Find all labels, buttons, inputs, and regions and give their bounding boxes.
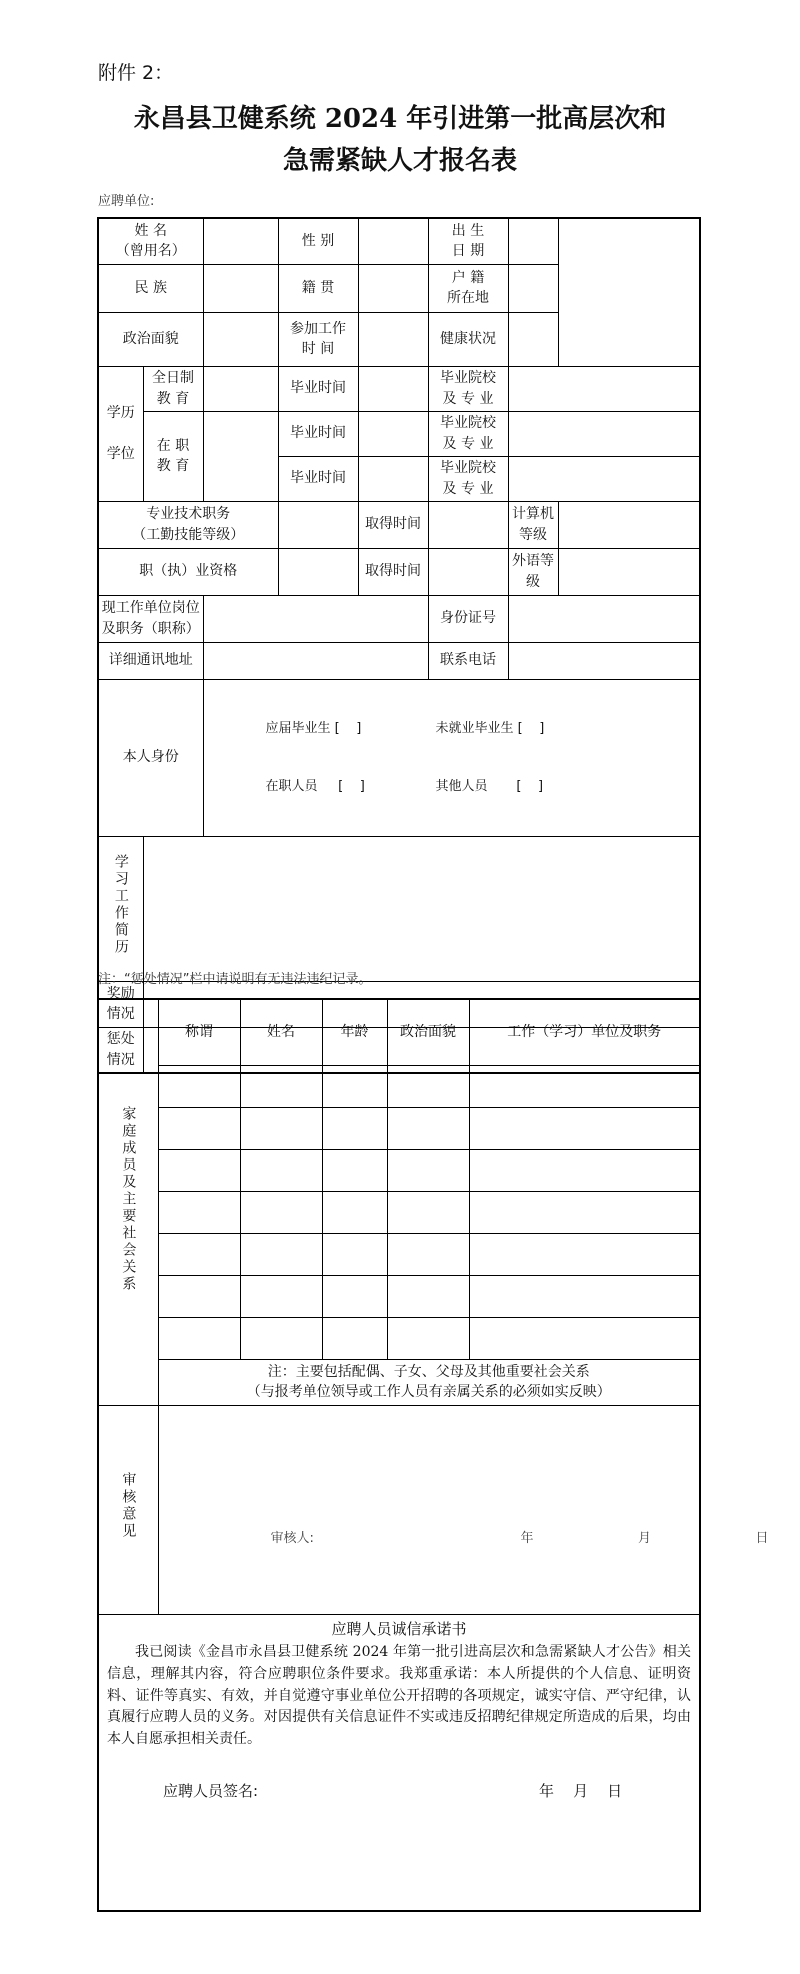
field-hukou[interactable]	[508, 264, 558, 312]
label-phone: 联系电话	[428, 642, 508, 679]
family-row	[98, 1107, 700, 1149]
label-grad-school: 毕业院校 及 专 业	[428, 366, 508, 411]
label-qualification: 职（执）业资格	[98, 548, 278, 595]
family-cell[interactable]	[322, 1149, 387, 1191]
family-cell[interactable]	[469, 1065, 700, 1107]
field-birth[interactable]	[508, 218, 558, 264]
pledge-body: 我已阅读《金昌市永昌县卫健系统 2024 年第一批引进高层次和急需紧缺人才公告》相关信息，理解其内容，符合应聘职位条件要求。我郑重承诺：本人所提供的个人信息、证明资料、证件等真实、有效，并自觉遵守事业单位公开招聘的各项规定，诚实守信、严守纪律，认真履行应聘人员的义务。对因提供有关信息证件不实或违反招聘纪律规定所造成的后果，均由本人自愿承担相关责任。	[107, 1644, 691, 1747]
family-cell[interactable]	[469, 1107, 700, 1149]
pledge-title: 应聘人员诚信承诺书	[331, 1619, 467, 1638]
family-cell[interactable]	[469, 1149, 700, 1191]
identity-unemployed-grad[interactable]: 未就业毕业生 [ ]	[435, 720, 545, 736]
family-cell[interactable]	[158, 1275, 240, 1317]
family-cell[interactable]	[158, 1149, 240, 1191]
label-health: 健康状况	[428, 312, 508, 366]
family-header-name: 姓名	[240, 999, 322, 1065]
family-cell[interactable]	[387, 1191, 469, 1233]
family-cell[interactable]	[322, 1107, 387, 1149]
label-obtain-time: 取得时间	[358, 548, 428, 595]
family-note	[158, 1359, 700, 1405]
signature-date: 年 月 日	[539, 1781, 623, 1800]
identity-options	[203, 679, 700, 836]
family-cell[interactable]	[322, 1275, 387, 1317]
field-ethnicity[interactable]	[203, 264, 278, 312]
identity-other[interactable]: 其他人员 [ ]	[435, 779, 544, 794]
family-row	[98, 1317, 700, 1359]
family-cell[interactable]	[240, 1065, 322, 1107]
label-ethnicity: 民 族	[98, 264, 203, 312]
review-area[interactable]	[158, 1405, 769, 1614]
label-hukou: 户 籍 所在地	[428, 264, 508, 312]
family-cell[interactable]	[387, 1233, 469, 1275]
label-rewards: 奖励 情况	[98, 981, 143, 1027]
label-fulltime: 全日制 教 育	[143, 366, 203, 411]
signature-label: 应聘人员签名:	[163, 1781, 259, 1800]
form-title-line-1: 永昌县卫健系统 2024 年引进第一批高层次和	[133, 104, 667, 134]
attachment-label: 附件 2：	[98, 62, 174, 84]
family-cell[interactable]	[158, 1317, 240, 1359]
label-work-start: 参加工作 时 间	[278, 312, 358, 366]
label-id-no: 身份证号	[428, 595, 508, 642]
field-obtain-time[interactable]	[428, 548, 508, 595]
field-work-start[interactable]	[358, 312, 428, 366]
family-cell[interactable]	[240, 1107, 322, 1149]
field-resume[interactable]	[143, 836, 700, 981]
family-cell[interactable]	[240, 1317, 322, 1359]
family-cell[interactable]	[322, 1317, 387, 1359]
label-address: 详细通讯地址	[98, 642, 203, 679]
field-language[interactable]	[558, 548, 700, 595]
family-row	[98, 1191, 700, 1233]
family-cell[interactable]	[469, 1233, 700, 1275]
field-political[interactable]	[203, 312, 278, 366]
label-review: 审核意见	[98, 1405, 158, 1614]
identity-employed[interactable]: 在职人员 [ ]	[265, 779, 365, 794]
field-health[interactable]	[508, 312, 558, 366]
label-grad-time: 毕业时间	[278, 456, 358, 501]
family-cell[interactable]	[158, 1191, 240, 1233]
family-cell[interactable]	[158, 1233, 240, 1275]
family-cell[interactable]	[158, 1107, 240, 1149]
family-header-age: 年龄	[322, 999, 387, 1065]
label-political: 政治面貌	[98, 312, 203, 366]
field-tech-title[interactable]	[278, 501, 358, 548]
photo-area[interactable]	[558, 218, 700, 366]
label-name: 姓 名 （曾用名）	[98, 218, 203, 264]
family-cell[interactable]	[240, 1149, 322, 1191]
family-header-title: 称谓	[158, 999, 240, 1065]
field-qualification[interactable]	[278, 548, 358, 595]
field-gender[interactable]	[358, 218, 428, 264]
family-cell[interactable]	[158, 1065, 240, 1107]
label-current-job: 现工作单位岗位 及职务（职称）	[98, 595, 203, 642]
family-row	[98, 1275, 700, 1317]
label-birth: 出 生 日 期	[428, 218, 508, 264]
field-computer[interactable]	[558, 501, 700, 548]
family-cell[interactable]	[240, 1233, 322, 1275]
family-cell[interactable]	[240, 1275, 322, 1317]
family-note-line-1: 注：主要包括配偶、子女、父母及其他重要社会关系	[267, 1363, 590, 1380]
family-cell[interactable]	[387, 1317, 469, 1359]
identity-fresh-grad[interactable]: 应届毕业生 [ ]	[265, 720, 362, 736]
label-gender: 性 别	[278, 218, 358, 264]
family-cell[interactable]	[469, 1275, 700, 1317]
field-current-job[interactable]	[203, 595, 428, 642]
family-cell[interactable]	[387, 1149, 469, 1191]
family-note-line-2: （与报考单位领导或工作人员有亲属关系的必须如实反映）	[246, 1384, 611, 1400]
integrity-pledge	[98, 1614, 700, 1911]
label-native: 籍 贯	[278, 264, 358, 312]
review-date: 年 月 日	[520, 1530, 769, 1546]
label-grad-time: 毕业时间	[278, 411, 358, 456]
field-grad-school[interactable]	[508, 411, 700, 456]
family-cell[interactable]	[469, 1317, 700, 1359]
label-grad-school: 毕业院校 及 专 业	[428, 456, 508, 501]
label-identity: 本人身份	[98, 679, 203, 836]
field-grad-time[interactable]	[358, 456, 428, 501]
family-cell[interactable]	[322, 1065, 387, 1107]
family-cell[interactable]	[240, 1191, 322, 1233]
label-grad-time: 毕业时间	[278, 366, 358, 411]
label-obtain-time: 取得时间	[358, 501, 428, 548]
label-computer: 计算机 等级	[508, 501, 558, 548]
family-cell[interactable]	[387, 1107, 469, 1149]
label-education: 学历 学位	[98, 366, 143, 501]
field-fulltime-degree[interactable]	[203, 366, 278, 411]
field-grad-time[interactable]	[358, 366, 428, 411]
label-family: 家庭成员及主要社会关系	[98, 999, 158, 1405]
field-name[interactable]	[203, 218, 278, 264]
field-grad-time[interactable]	[358, 411, 428, 456]
label-tech-title: 专业技术职务 （工勤技能等级）	[98, 501, 278, 548]
field-native[interactable]	[358, 264, 428, 312]
family-row	[98, 1065, 700, 1107]
applying-unit-label: 应聘单位:	[98, 194, 155, 209]
family-cell[interactable]	[387, 1065, 469, 1107]
label-resume: 学习工作简历	[98, 836, 143, 981]
reviewer-label: 审核人:	[270, 1530, 314, 1546]
field-grad-school[interactable]	[508, 456, 700, 501]
family-row	[98, 1149, 700, 1191]
field-address[interactable]	[203, 642, 428, 679]
registration-table	[97, 217, 701, 1074]
family-row	[98, 1233, 700, 1275]
punishment-note: 注：“惩处情况”栏中请说明有无违法违纪记录。	[98, 972, 372, 987]
label-grad-school: 毕业院校 及 专 业	[428, 411, 508, 456]
label-punish: 惩处 情况	[98, 1027, 143, 1073]
family-cell[interactable]	[322, 1233, 387, 1275]
field-obtain-time[interactable]	[428, 501, 508, 548]
family-cell[interactable]	[387, 1275, 469, 1317]
family-cell[interactable]	[322, 1191, 387, 1233]
family-cell[interactable]	[469, 1191, 700, 1233]
field-grad-school[interactable]	[508, 366, 700, 411]
family-header-political: 政治面貌	[387, 999, 469, 1065]
form-title-line-2: 急需紧缺人才报名表	[282, 146, 517, 176]
label-language: 外语等 级	[508, 548, 558, 595]
field-parttime-degree[interactable]	[203, 411, 278, 501]
field-id-no[interactable]	[508, 595, 700, 642]
label-parttime: 在 职 教 育	[143, 411, 203, 501]
family-review-table	[97, 998, 769, 1912]
family-header-workplace: 工作（学习）单位及职务	[469, 999, 700, 1065]
field-phone[interactable]	[508, 642, 700, 679]
